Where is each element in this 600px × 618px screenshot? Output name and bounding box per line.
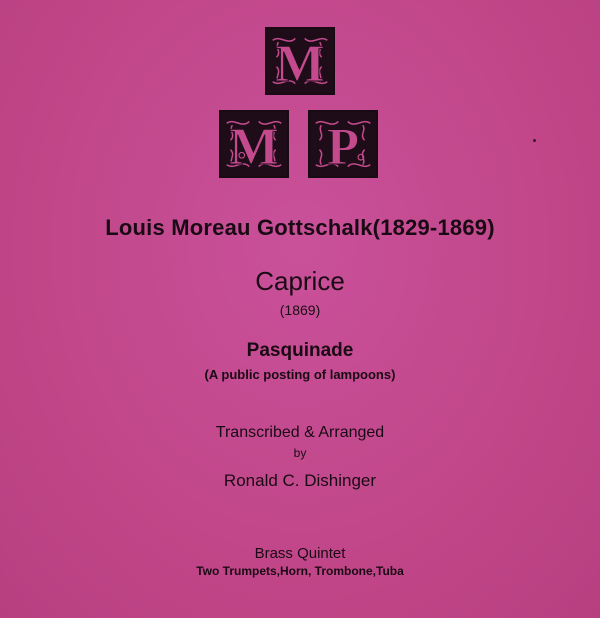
paper-speck bbox=[533, 139, 536, 142]
piece-subtitle: Pasquinade bbox=[246, 340, 354, 361]
logo-letter: M bbox=[275, 34, 325, 93]
logo-tile-m-top bbox=[265, 27, 335, 95]
composer-name: Louis Moreau Gottschalk(1829-1869) bbox=[105, 215, 495, 240]
logo-letter: P bbox=[326, 117, 360, 176]
ensemble-name: Brass Quintet bbox=[254, 545, 346, 562]
piece-title: Caprice bbox=[255, 266, 345, 296]
ornamental-p-letter-icon bbox=[310, 112, 376, 176]
logo-tile-m-left bbox=[219, 110, 289, 178]
logo-tile-p-right bbox=[308, 110, 378, 178]
logo-letter: M bbox=[229, 117, 279, 176]
ornamental-m-letter-icon bbox=[267, 29, 333, 93]
instrumentation: Two Trumpets,Horn, Trombone,Tuba bbox=[196, 564, 404, 578]
ornamental-m-letter-icon bbox=[221, 112, 287, 176]
credit-line: Transcribed & Arranged bbox=[215, 424, 385, 441]
subtitle-note: (A public posting of lampoons) bbox=[204, 367, 396, 382]
arranger-name: Ronald C. Dishinger bbox=[223, 471, 377, 490]
piece-year: (1869) bbox=[279, 302, 321, 318]
credit-by: by bbox=[293, 446, 307, 460]
